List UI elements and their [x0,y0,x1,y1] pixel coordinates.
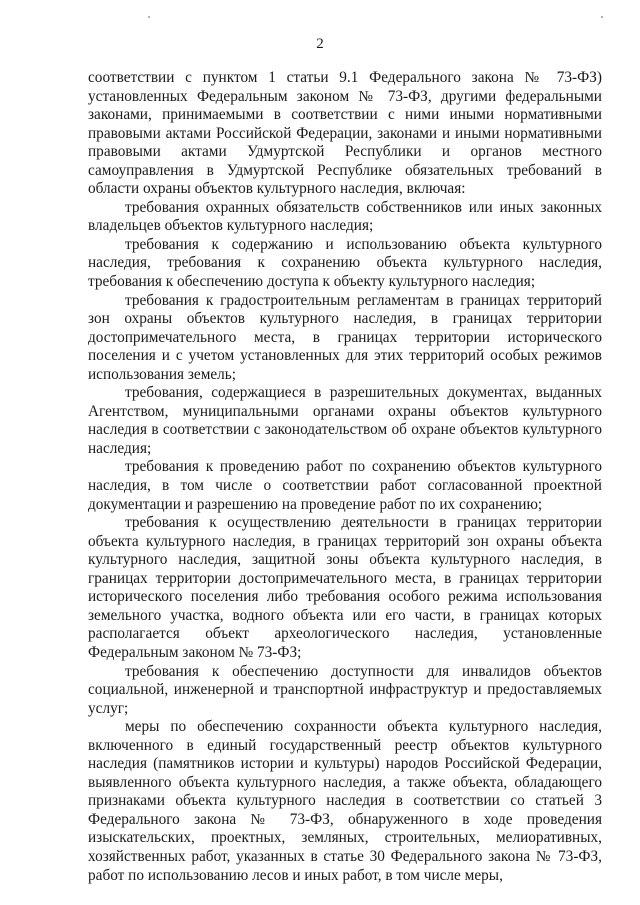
paragraph-continuation: соответствии с пунктом 1 статьи 9.1 Федерального закона № 73-ФЗ) установленных Федеральным законом № 73-ФЗ, другими федеральными законами, принимаемыми в соответствии с ними иными нормативными правовыми актами Российской Федерации, законами и иными нормативными правовыми актами Удмуртской Республики и органов местного самоуправления в Удмуртской Республике обязательных требований в области охраны объектов культурного наследия, включая: [88,69,602,198]
scan-artifact-dot [148,16,150,18]
paragraph-accessibility: требования к обеспечению доступности для инвалидов объектов социальной, инженерной и транспортной инфраструктур и предоставляемых услуг; [88,662,602,717]
page-number: 2 [316,36,324,52]
paragraph-urban-planning-requirements: требования к градостроительным регламентам в границах территорий зон охраны объектов культурного наследия, в границах территории достопримечательного места, в границах территории исторического поселения и с учетом установленных для этих территорий особых режимов использования земель; [88,291,602,383]
scan-artifact-dot [601,16,603,18]
document-body [88,69,602,885]
paragraph-safety-measures: меры по обеспечению сохранности объекта культурного наследия, включенного в единый государственный реестр объектов культурного наследия (памятников истории и культуры) народов Российской Федерации, выявленного объекта культурного наследия, а также объекта, обладающего признаками объекта культурного наследия в соответствии со статьей 3 Федерального закона № 73-ФЗ, обнаруженного в ходе проведения изыскательских, проектных, земляных, строительных, мелиоративных, хозяйственных работ, указанных в статье 30 Федерального закона № 73-ФЗ, работ по использованию лесов и иных работ, в том числе меры, [88,718,602,884]
paragraph-maintenance-requirements: требования к содержанию и использованию объекта культурного наследия, требования к сохранению объекта культурного наследия, требования к обеспечению доступа к объекту культурного наследия; [88,235,602,291]
paragraph-protection-obligations: требования охранных обязательств собственников или иных законных владельцев объектов культурного наследия; [88,198,602,235]
paragraph-territory-activity: требования к осуществлению деятельности в границах территории объекта культурного наследия, в границах территорий зон охраны объекта культурного наследия, защитной зоны объекта культурного наследия, в границах территории достопримечательного места, в границах территории исторического поселения либо требования особого режима использования земельного участка, водного объекта или его части, в границах которых располагается объект археологического наследия, установленные Федеральным законом № 73-ФЗ; [88,514,602,661]
paragraph-permit-requirements: требования, содержащиеся в разрешительных документах, выданных Агентством, муниципальными органами охраны объектов культурного наследия в соответствии с законодательством об охране объектов культурного наследия; [88,384,602,457]
paragraph-preservation-works: требования к проведению работ по сохранению объектов культурного наследия, в том числе о соответствии работ согласованной проектной документации и разрешению на проведение работ по их сохранению; [88,458,602,513]
